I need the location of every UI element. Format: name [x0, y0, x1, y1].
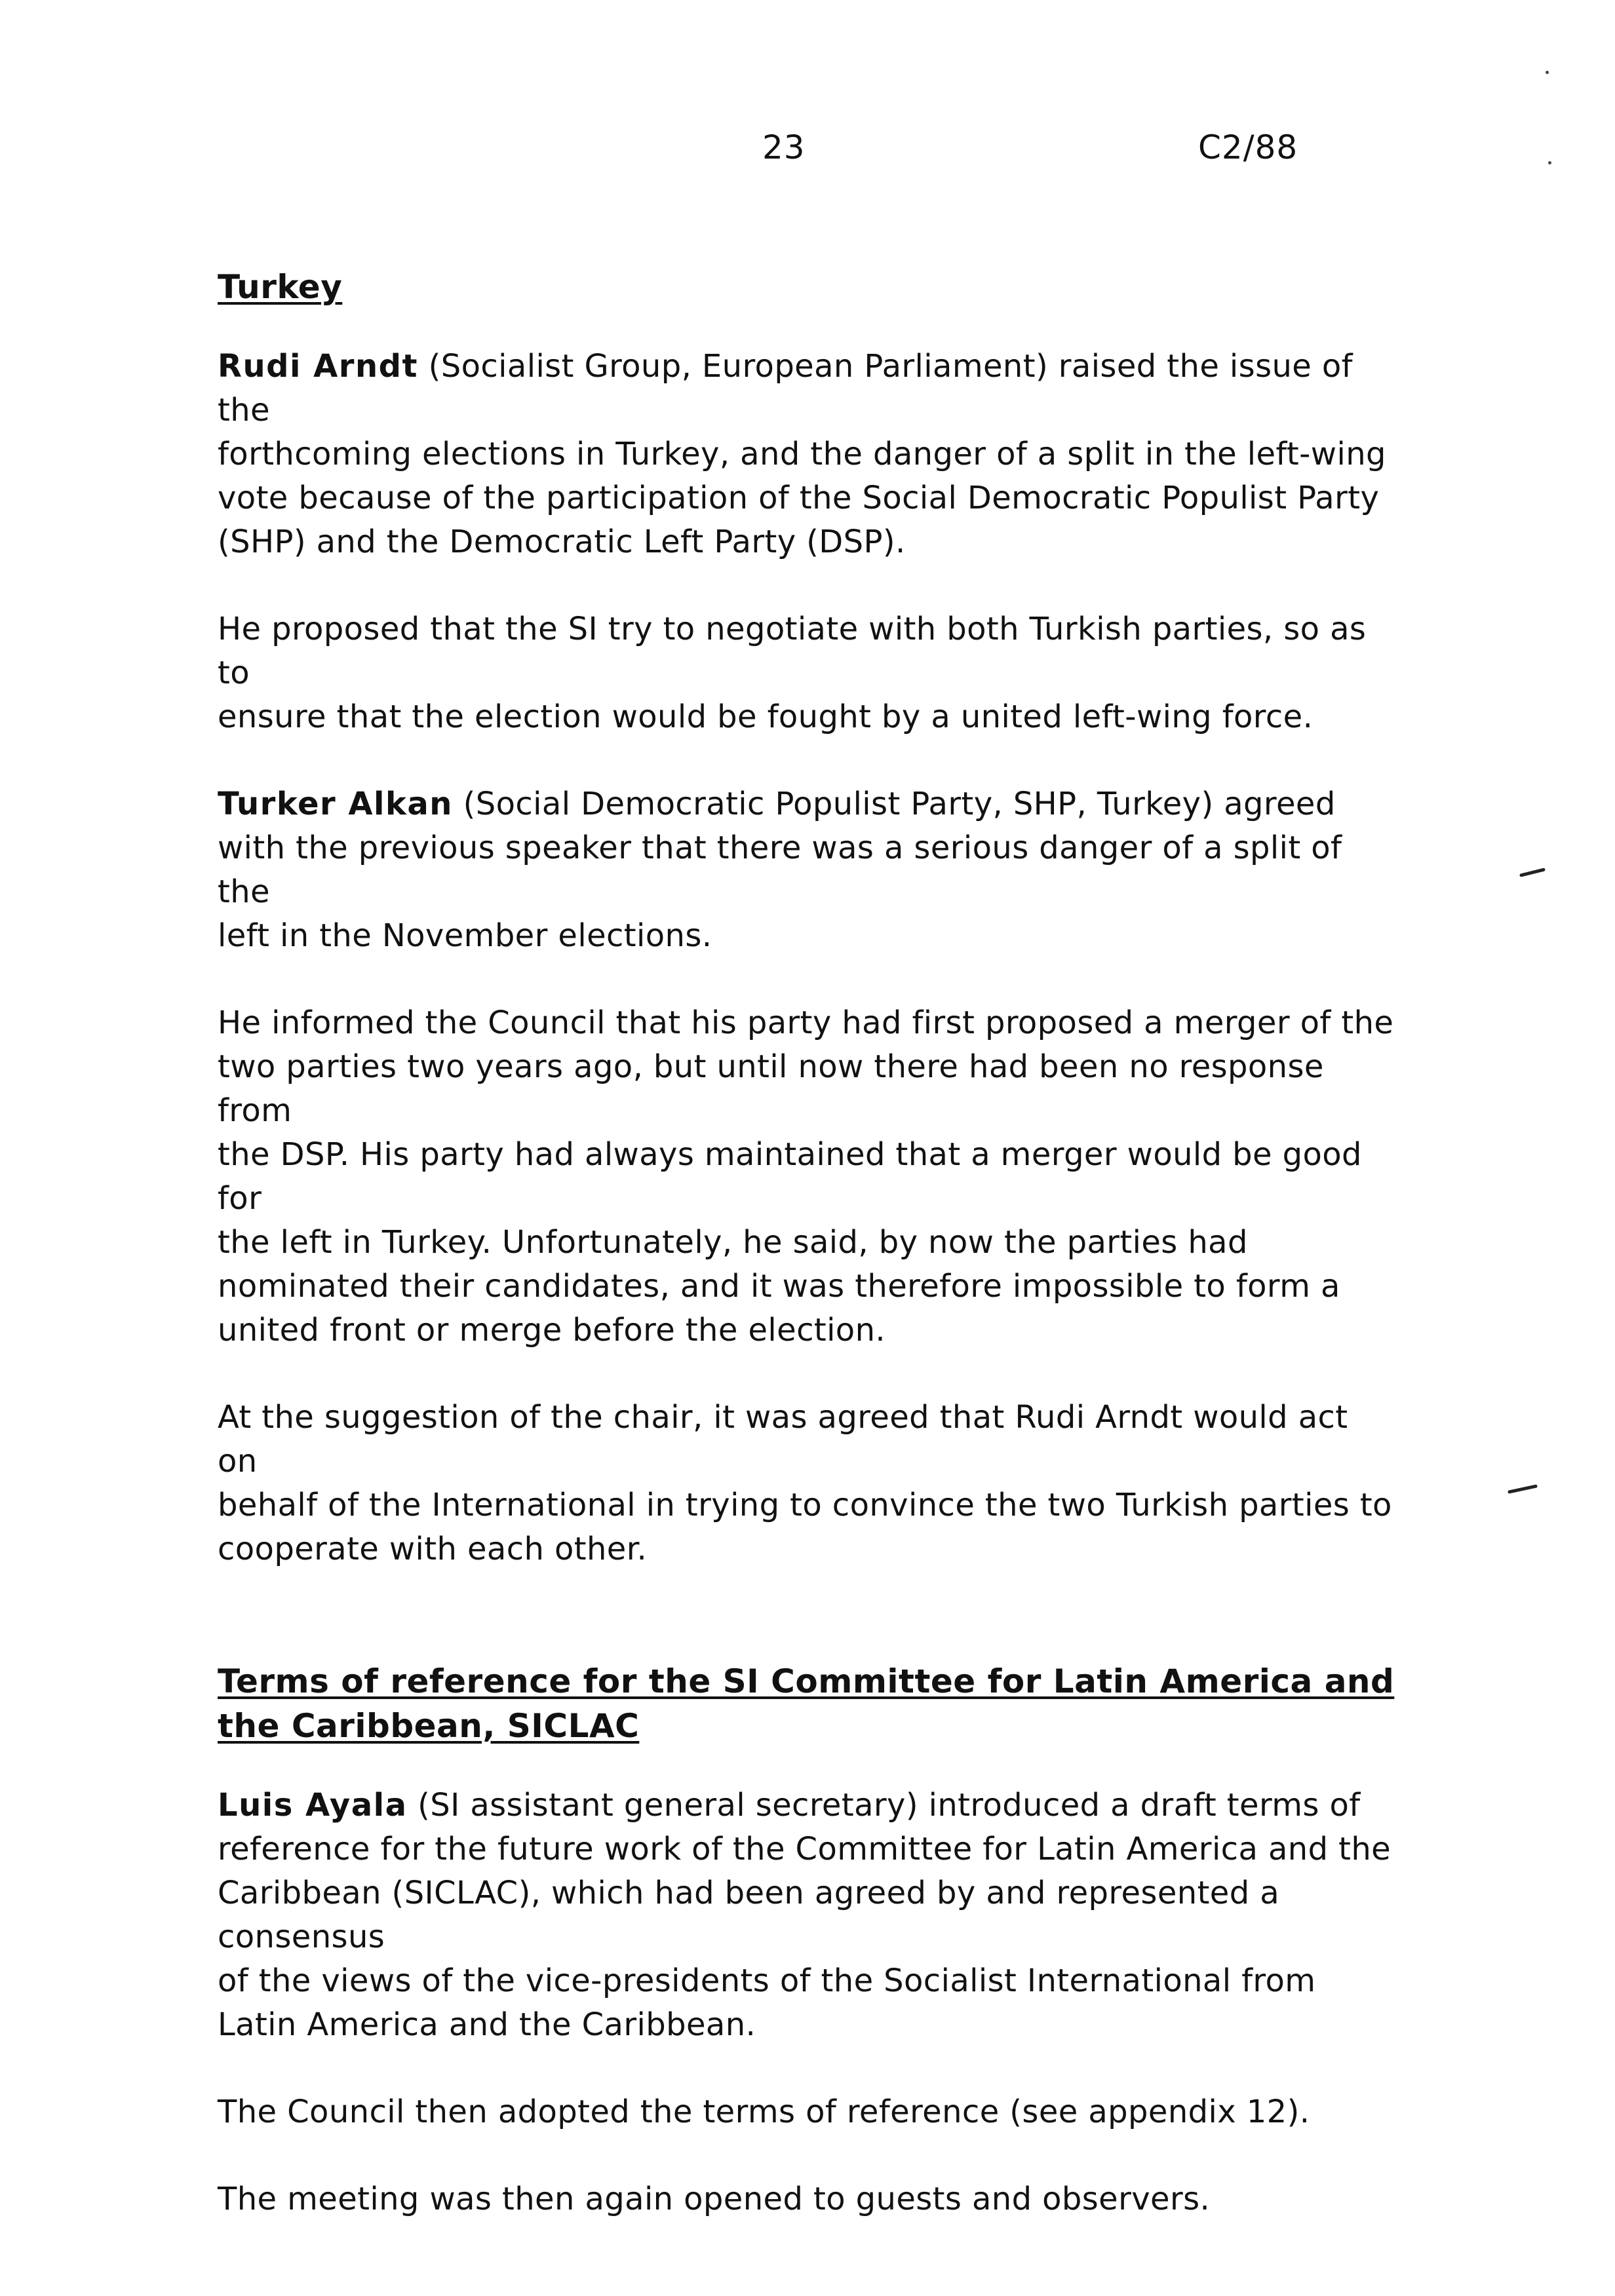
paragraph: Luis Ayala (SI assistant general secretary) introduced a draft terms of reference for the future work of the Committee for Latin America and the Caribbean (SICLAC), which had been agreed by and represented a consensus of the views of the vice-presidents of the Socialist International from Latin America and the Caribbean.: [218, 1787, 1391, 2043]
paragraph: Turker Alkan (Social Democratic Populist Party, SHP, Turkey) agreed with the previous speaker that there was a serious danger of a split of the left in the November elections.: [218, 786, 1342, 954]
scan-mark: [1508, 1484, 1538, 1493]
paragraph: He proposed that the SI try to negotiate with both Turkish parties, so as to ensure that the election would be fought by a united left-wing force.: [218, 611, 1367, 735]
section-siclac: [218, 1659, 1397, 2221]
page-number: 23: [762, 128, 806, 166]
scan-speck: [1548, 161, 1551, 164]
section-heading: Terms of reference for the SI Committee for Latin America and the Caribbean, SICLAC: [218, 1662, 1395, 1745]
paragraph: Rudi Arndt (Socialist Group, European Parliament) raised the issue of the forthcoming elections in Turkey, and the danger of a split in the left-wing vote because of the participation of the Social Democratic Populist Party (SHP) and the Democratic Left Party (DSP).: [218, 348, 1386, 560]
paragraph: The Council then adopted the terms of reference (see appendix 12).: [218, 2094, 1310, 2130]
paragraph: At the suggestion of the chair, it was agreed that Rudi Arndt would act on behalf of the International in trying to convince the two Turkish parties to cooperate with each other.: [218, 1399, 1392, 1567]
speaker-name: Rudi Arndt: [218, 348, 418, 385]
speaker-name: Luis Ayala: [218, 1787, 408, 1824]
paragraph: He informed the Council that his party had first proposed a merger of the two parties two years ago, but until now there had been no response from the DSP. His party had always maintained that a merger would be good for the left in Turkey. Unfortunately, he said, by now the parties had nominated their candidates, and it was therefore impossible to form a united front or merge before the election.: [218, 1004, 1394, 1349]
scan-mark: [1519, 868, 1546, 877]
paragraph: The meeting was then again opened to guests and observers.: [218, 2181, 1211, 2217]
scan-speck: [1546, 71, 1549, 74]
document-code: C2/88: [1198, 128, 1298, 166]
section-heading: Turkey: [218, 268, 343, 306]
document-body: [218, 265, 1397, 2221]
speaker-name: Turker Alkan: [218, 786, 453, 822]
section-turkey: [218, 265, 1397, 1571]
